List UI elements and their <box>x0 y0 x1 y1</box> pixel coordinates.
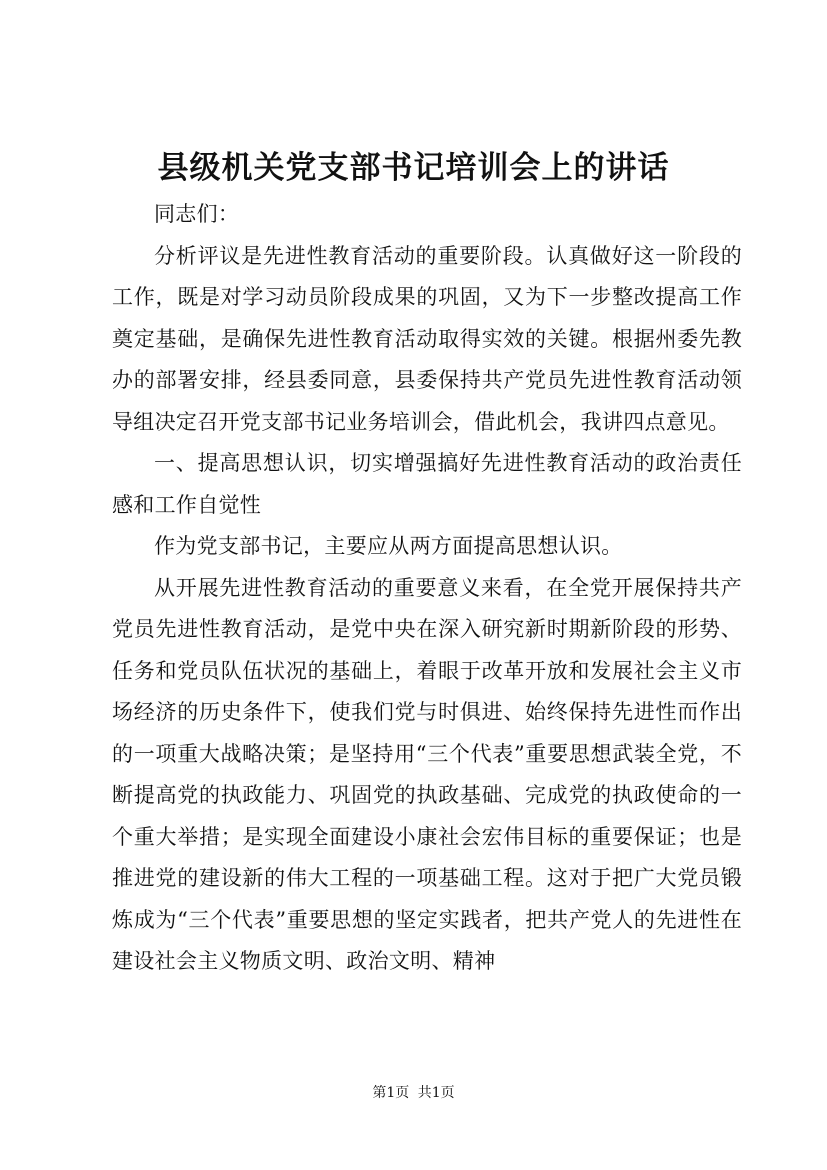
section-heading-1: 一、提高思想认识，切实增强搞好先进性教育活动的政治责任感和工作自觉性 <box>112 451 742 517</box>
document-title: 县级机关党支部书记培训会上的讲话 <box>157 150 670 186</box>
page-total: 共1页 <box>417 1085 455 1101</box>
paragraph-3: 从开展先进性教育活动的重要意义来看，在全党开展保持共产党员先进性教育活动，是党中央在深入研究新时期新阶段的形势、任务和党员队伍状况的基础上，着眼于改革开放和发展社会主义市场经济的历史条件下，使我们党与时俱进、始终保持先进性而作出的一项重大战略决策；是坚持用“三个代表”重要思想武装全党，不断提高党的执政能力、巩固党的执政基础、完成党的执政使命的一个重大举措；是实现全面建设小康社会宏伟目标的重要保证；也是推进党的建设新的伟大工程的一项基础工程。这对于把广大党员锻炼成为“三个代表”重要思想的坚定实践者，把共产党人的先进性在建设社会主义物质文明、政治文明、精神 <box>112 575 742 973</box>
page-footer <box>0 1083 827 1103</box>
paragraph-2: 作为党支部书记，主要应从两方面提高思想认识。 <box>154 534 623 558</box>
paragraph-intro: 分析评议是先进性教育活动的重要阶段。认真做好这一阶段的工作，既是对学习动员阶段成果的巩固，又为下一步整改提高工作奠定基础，是确保先进性教育活动取得实效的关键。根据州委先教办的部署安排，经县委同意，县委保持共产党员先进性教育活动领导组决定召开党支部书记业务培训会，借此机会，我讲四点意见。 <box>112 243 742 434</box>
salutation: 同志们： <box>154 202 240 226</box>
document-body <box>112 194 742 983</box>
page-number: 第1页 <box>372 1085 410 1101</box>
